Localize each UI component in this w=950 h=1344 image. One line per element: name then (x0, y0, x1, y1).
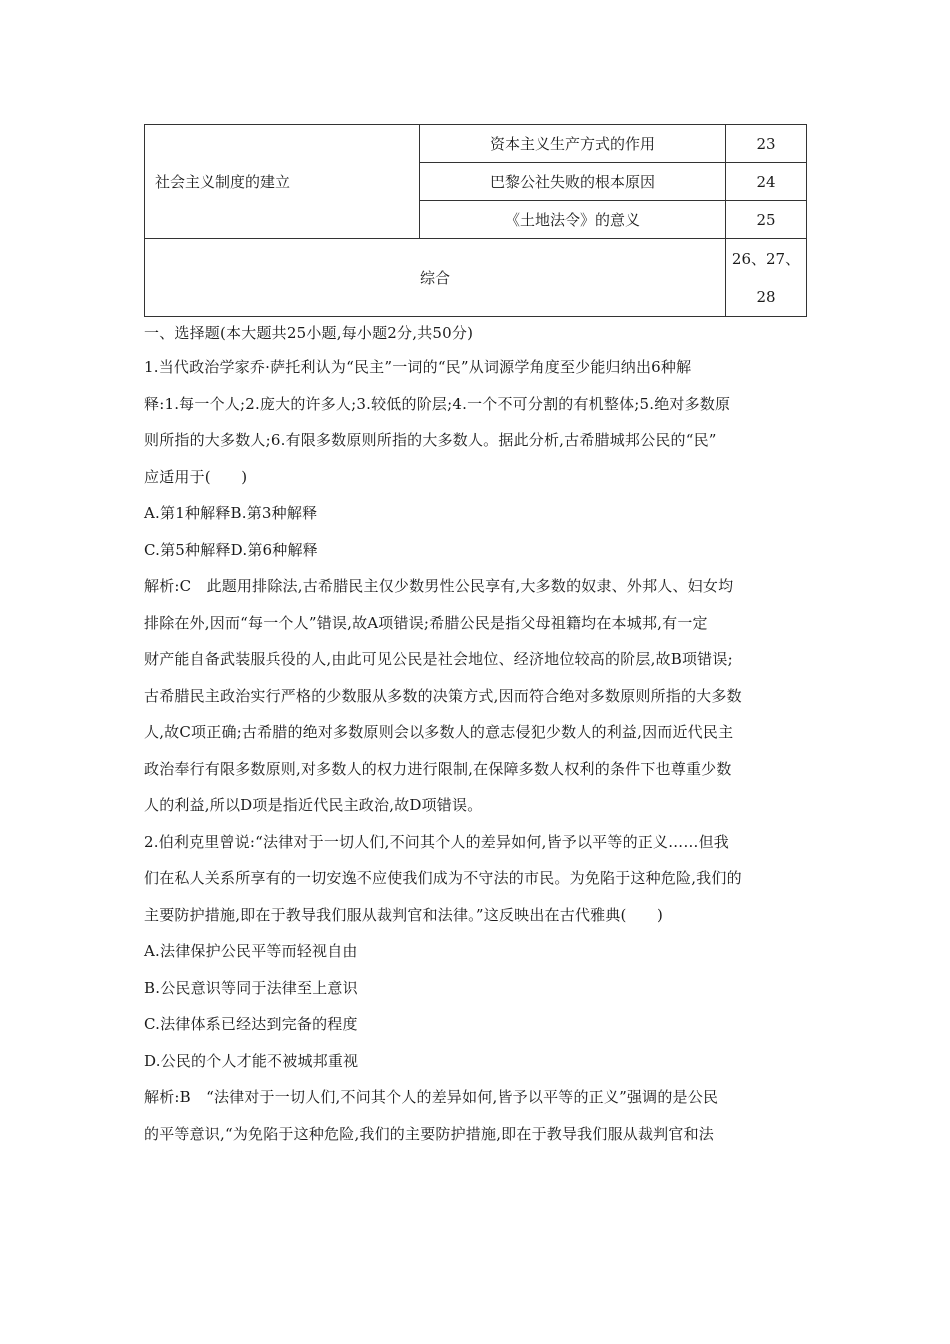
analysis-line: 解析:B “法律对于一切人们,不问其个人的差异如何,皆予以平等的正义”强调的是公民 (144, 1088, 719, 1106)
analysis-line: 解析:C 此题用排除法,古希腊民主仅少数男性公民享有,大多数的奴隶、外邦人、妇女均 (144, 577, 734, 595)
summary-numbers-line: 28 (756, 287, 776, 306)
analysis-line: 的平等意识,“为免陷于这种危险,我们的主要防护措施,即在于教导我们服从裁判官和法 (144, 1124, 714, 1143)
question-number-cell: 25 (726, 201, 807, 239)
question-1 (144, 349, 814, 824)
section-heading: 一、选择题(本大题共25小题,每小题2分,共50分) (144, 324, 474, 342)
summary-numbers-line: 26、27、 (731, 249, 801, 268)
option-line: B.公民意识等同于法律至上意识 (144, 978, 358, 997)
question-2 (144, 824, 814, 1153)
summary-numbers-cell (726, 239, 807, 317)
summary-cell: 综合 (145, 239, 726, 317)
option-line: C.法律体系已经达到完备的程度 (144, 1015, 358, 1033)
question-number-cell: 23 (726, 125, 807, 163)
analysis-line: 政治奉行有限多数原则,对多数人的权力进行限制,在保障多数人权利的条件下也尊重少数 (144, 759, 732, 778)
question-line: 释:1.每一个人;2.庞大的许多人;3.较低的阶层;4.一个不可分割的有机整体;5.绝对多数原 (144, 394, 731, 413)
option-line: D.公民的个人才能不被城邦重视 (144, 1051, 359, 1070)
analysis-line: 财产能自备武装服兵役的人,由此可见公民是社会地位、经济地位较高的阶层,故B项错误; (144, 650, 733, 668)
table-row (145, 239, 807, 317)
option-line: C.第5种解释D.第6种解释 (144, 540, 318, 559)
analysis-line: 人,故C项正确;古希腊的绝对多数原则会以多数人的意志侵犯少数人的利益,因而近代民主 (144, 723, 734, 741)
option-line: A.法律保护公民平等而轻视自由 (144, 942, 358, 960)
question-line: 则所指的大多数人;6.有限多数原则所指的大多数人。据此分析,古希腊城邦公民的“民” (144, 431, 717, 449)
question-line: 主要防护措施,即在于教导我们服从裁判官和法律。”这反映出在古代雅典( ) (144, 905, 664, 924)
analysis-line: 古希腊民主政治实行严格的少数服从多数的决策方式,因而符合绝对多数原则所指的大多数 (144, 686, 742, 705)
topic-table (144, 124, 807, 317)
document-body (144, 318, 814, 1152)
topic-cell: 巴黎公社失败的根本原因 (420, 163, 726, 201)
option-line: A.第1种解释B.第3种解释 (144, 504, 318, 522)
question-line: 1.当代政治学家乔·萨托利认为“民主”一词的“民”从词源学角度至少能归纳出6种解 (144, 358, 692, 376)
table-row (145, 125, 807, 163)
topic-cell: 《土地法令》的意义 (420, 201, 726, 239)
analysis-line: 人的利益,所以D项是指近代民主政治,故D项错误。 (144, 796, 483, 814)
section-cell: 社会主义制度的建立 (145, 125, 420, 239)
question-number-cell: 24 (726, 163, 807, 201)
question-line: 们在私人关系所享有的一切安逸不应使我们成为不守法的市民。为免陷于这种危险,我们的 (144, 869, 742, 887)
topic-cell: 资本主义生产方式的作用 (420, 125, 726, 163)
analysis-line: 排除在外,因而“每一个人”错误,故A项错误;希腊公民是指父母祖籍均在本城邦,有一定 (144, 613, 708, 632)
question-line: 2.伯利克里曾说:“法律对于一切人们,不问其个人的差异如何,皆予以平等的正义……但我 (144, 832, 729, 851)
question-line: 应适用于( ) (144, 467, 248, 486)
